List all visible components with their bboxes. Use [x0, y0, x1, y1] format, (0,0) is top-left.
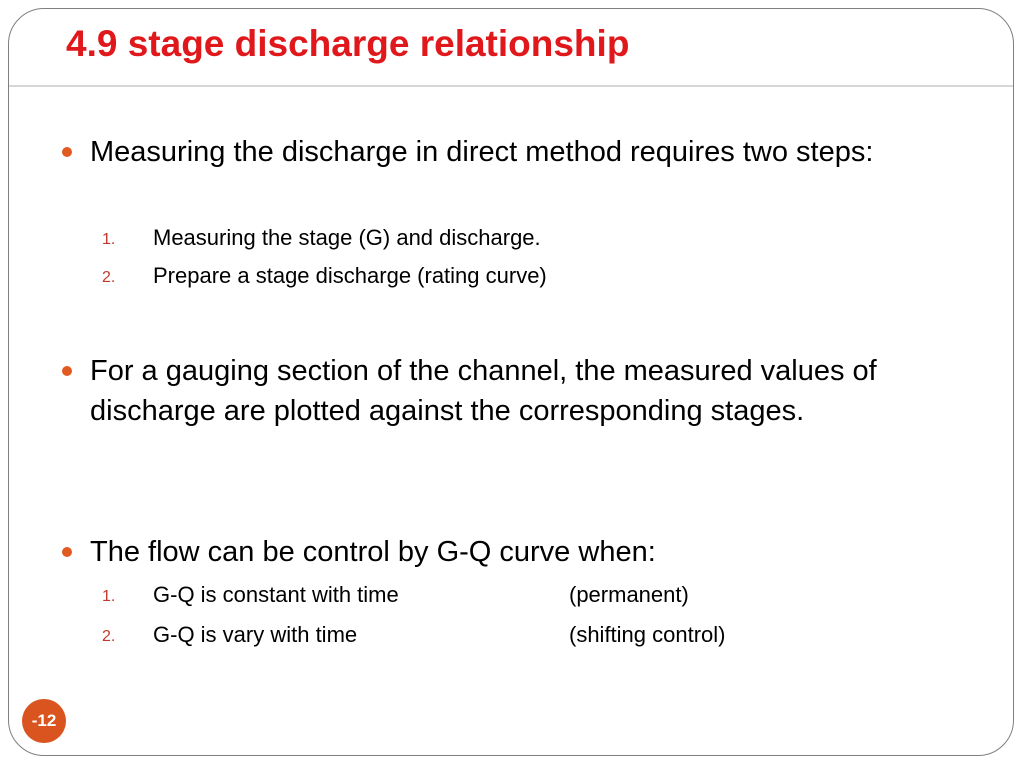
item-text: Prepare a stage discharge (rating curve) [153, 263, 547, 288]
bullet-icon [62, 366, 72, 376]
item-number: 1. [102, 231, 116, 248]
item-text: G-Q is constant with time [153, 582, 399, 607]
item-number: 1. [102, 588, 116, 605]
item-note: (permanent) [569, 582, 689, 607]
bullet-item [62, 132, 962, 172]
item-number: 2. [102, 269, 116, 286]
bullet-text: The flow can be control by G-Q curve when: [90, 536, 656, 568]
bullet-text: For a gauging section of the channel, the measured values of discharge are plotted against the corresponding stages. [90, 355, 877, 427]
item-text: Measuring the stage (G) and discharge. [153, 225, 541, 250]
item-text: G-Q is vary with time [153, 622, 358, 647]
bullet-text: Measuring the discharge in direct method requires two steps: [90, 136, 874, 168]
bullet-item [62, 351, 962, 431]
page-number-badge: -12 [22, 699, 66, 743]
item-note: (shifting control) [569, 622, 726, 647]
bullet-icon [62, 147, 72, 157]
title-separator [9, 85, 1013, 87]
slide-title: 4.9 stage discharge relationship [66, 23, 630, 64]
bullet-item [62, 532, 962, 572]
item-number: 2. [102, 628, 116, 645]
bullet-icon [62, 547, 72, 557]
